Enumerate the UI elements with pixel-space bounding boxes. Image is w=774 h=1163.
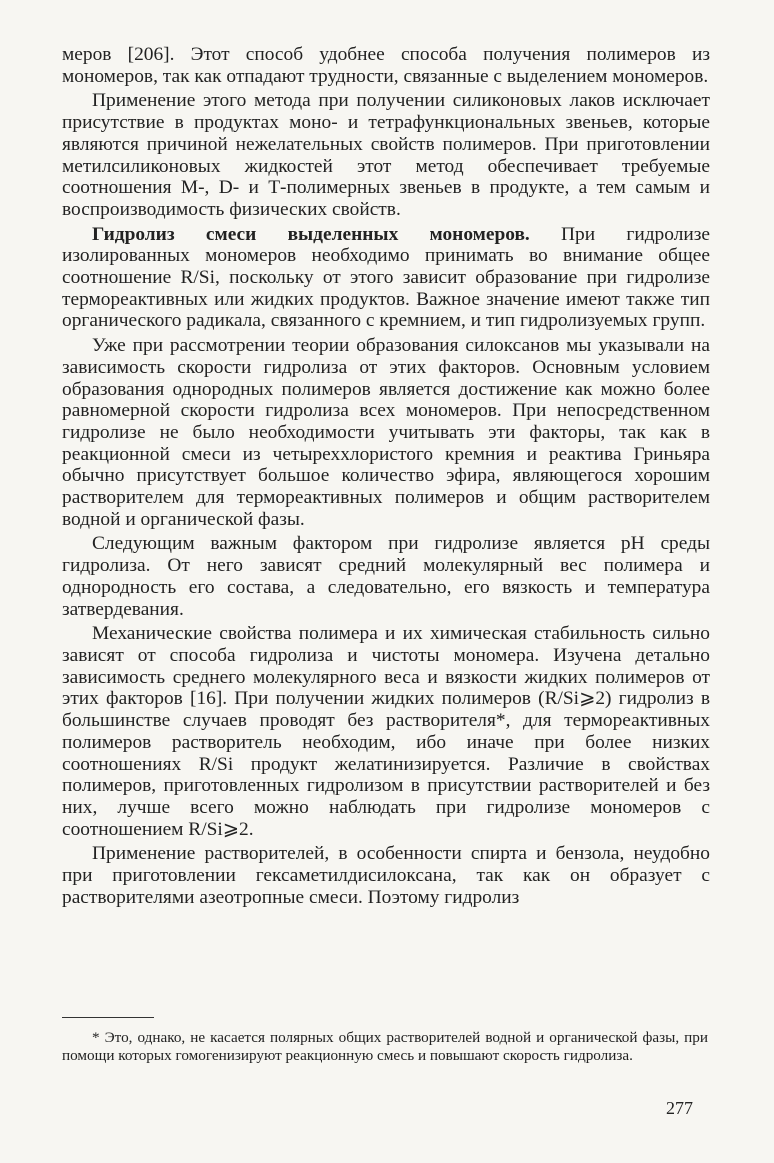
body-text <box>62 44 710 908</box>
footnote: * Это, однако, не касается полярных общих растворителей водной и органической фазы, при помощи которых гомогенизируют реакционную смесь и повышают скорость гидролиза. <box>62 1029 708 1064</box>
paragraph-2: Применение этого метода при получении силиконовых лаков исключает присутствие в продуктах моно- и тетрафункциональных звеньев, которые являются причиной нежелательных свойств полимеров. При приготовлении метилсиликоновых жидкостей этот метод обеспечивает требуемые соотношения М-, D- и Т-полимерных звеньев в продукте, а тем самым и воспроизводимость физических свойств. <box>62 90 710 220</box>
paragraph-4: Уже при рассмотрении теории образования силоксанов мы указывали на зависимость скорости гидролиза от этих факторов. Основным условием образования однородных полимеров является достижение как можно более равномерной скорости гидролиза всех мономеров. При непосредственном гидролизе не было необходимости учитывать эти факторы, так как в реакционной смеси из четыреххлористого кремния и реактива Гриньяра обычно присутствует большое количество эфира, являющегося хорошим растворителем для термореактивных полимеров и общим растворителем водной и органической фазы. <box>62 335 710 530</box>
page-number: 277 <box>666 1098 693 1118</box>
paragraph-6: Механические свойства полимера и их химическая стабильность сильно зависят от способа гидролиза и чистоты мономера. Изучена детально зависимость среднего молекулярного веса и вязкости жидких полимеров от этих факторов [16]. При получении жидких полимеров (R/Si⩾2) гидролиз в большинстве случаев проводят без растворителя*, для термореактивных полимеров растворитель необходим, ибо иначе при более низких соотношениях R/Si продукт желатинизируется. Различие в свойствах полимеров, приготовленных гидролизом в присутствии растворителей и без них, лучше всего можно наблюдать при гидролизе мономеров с соотношением R/Si⩾2. <box>62 623 710 840</box>
footnote-divider <box>62 1017 154 1018</box>
paragraph-5: Следующим важным фактором при гидролизе является pH среды гидролиза. От него зависят средний молекулярный вес полимера и однородность его состава, а следовательно, его вязкость и температура затвердевания. <box>62 533 710 620</box>
paragraph-1: меров [206]. Этот способ удобнее способа получения полимеров из мономеров, так как отпадают трудности, связанные с выделением мономеров. <box>62 44 710 87</box>
paragraph-heading: Гидролиз смеси выделенных мономеров. <box>92 223 530 245</box>
paragraph-7: Применение растворителей, в особенности спирта и бензола, неудобно при приготовлении гексаметилдисилоксана, так как он образует с растворителями азеотропные смеси. Поэтому гидролиз <box>62 843 710 908</box>
paragraph-3: Гидролиз смеси выделенных мономеров. При гидролизе изолированных мономеров необходимо принимать во внимание общее соотношение R/Si, поскольку от этого зависит образование при гидролизе термореактивных или жидких продуктов. Важное значение имеют также тип органического радикала, связанного с кремнием, и тип гидролизуемых групп. <box>62 223 711 332</box>
